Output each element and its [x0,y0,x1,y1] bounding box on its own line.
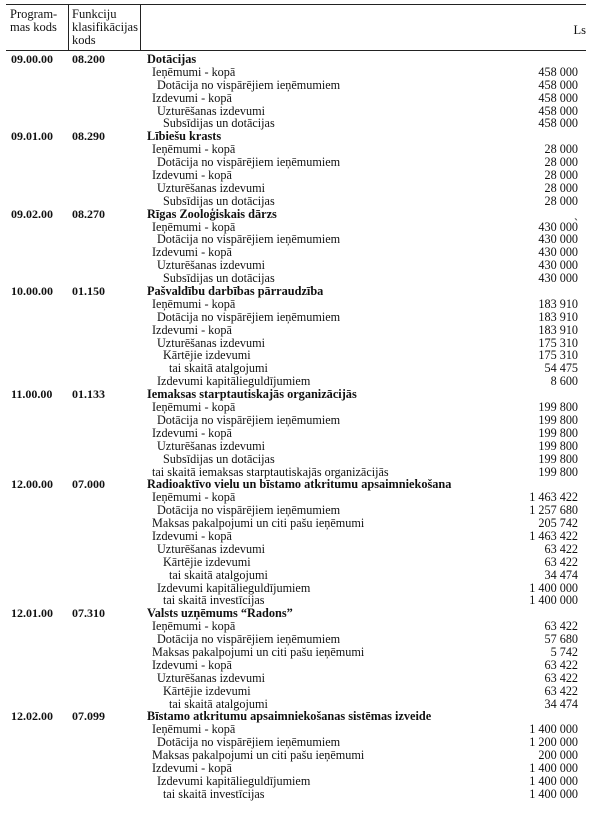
table-row [0,543,600,556]
row-label: Subsīdijas un dotācijas [163,271,275,286]
row-label: Uzturēšanas izdevumi [157,180,265,195]
row-value: 183 910 [538,309,578,324]
row-label: Ieņēmumi - kopā [152,490,236,505]
section-title: Radioaktīvo vielu un bīstamo atkritumu apsaimniekošana [147,477,452,492]
table-row [0,749,600,762]
row-label: Dotācija no vispārējiem ieņēmumiem [157,735,341,750]
row-value: 28 000 [544,180,578,195]
row-value: 63 422 [544,683,578,698]
program-code: 09.01.00 [11,129,53,144]
section-title: Bīstamo atkritumu apsaimniekošanas sistēmas izveide [147,709,432,724]
row-label: Izdevumi - kopā [152,90,232,105]
table-row [0,259,600,272]
row-label: Subsīdijas un dotācijas [163,193,275,208]
row-value: 1 200 000 [529,735,578,750]
table-row [0,440,600,453]
row-value: 63 422 [544,657,578,672]
row-value: 5 742 [550,644,578,659]
row-value: 183 910 [538,322,578,337]
row-value: 199 800 [538,425,578,440]
table-row [0,79,600,92]
row-value: 199 800 [538,451,578,466]
row-label: tai skaitā atalgojumi [169,567,268,582]
table-row [0,92,600,105]
row-label: tai skaitā atalgojumi [169,696,268,711]
table-row [0,169,600,182]
header-bottom-rule [6,50,586,51]
table-row [0,582,600,595]
currency-header: Ls [573,23,586,37]
row-value: 63 422 [544,670,578,685]
row-value: 458 000 [538,90,578,105]
header-column-divider [68,4,69,50]
row-value: 1 400 000 [529,580,578,595]
program-code: 10.00.00 [11,284,53,299]
row-value: 200 000 [538,748,578,763]
row-label: Dotācija no vispārējiem ieņēmumiem [157,503,341,518]
table-row [0,556,600,569]
table-row [0,401,600,414]
section-title: Valsts uzņēmums “Radons” [147,606,293,621]
row-value: 430 000 [538,219,578,234]
row-value: 63 422 [544,541,578,556]
row-label: Subsīdijas un dotācijas [163,451,275,466]
row-label: Dotācija no vispārējiem ieņēmumiem [157,412,341,427]
row-value: 458 000 [538,103,578,118]
table-row [0,298,600,311]
table-row [0,324,600,337]
table-row [0,788,600,801]
row-label: tai skaitā atalgojumi [169,361,268,376]
section-title-row [0,388,600,401]
row-label: Ieņēmumi - kopā [152,400,236,415]
row-label: Dotācija no vispārējiem ieņēmumiem [157,77,341,92]
row-value: 28 000 [544,155,578,170]
table-row [0,517,600,530]
table-row [0,156,600,169]
program-code: 11.00.00 [11,387,53,402]
row-value: 8 600 [550,374,578,389]
table-row [0,646,600,659]
function-code: 07.000 [72,477,105,492]
row-label: Uzturēšanas izdevumi [157,541,265,556]
table-row [0,530,600,543]
row-label: Izdevumi - kopā [152,168,232,183]
row-label: Dotācija no vispārējiem ieņēmumiem [157,309,341,324]
section-title-row [0,710,600,723]
row-label: Uzturēšanas izdevumi [157,258,265,273]
section-title-row [0,285,600,298]
row-value: 28 000 [544,168,578,183]
row-value: 34 474 [544,696,578,711]
row-value: 458 000 [538,116,578,131]
row-value: 430 000 [538,232,578,247]
row-label: Subsīdijas un dotācijas [163,116,275,131]
table-row [0,246,600,259]
function-code: 07.099 [72,709,105,724]
row-label: tai skaitā investīcijas [163,786,265,801]
row-label: tai skaitā iemaksas starptautiskajās organizācijās [152,464,389,479]
row-label: Uzturēšanas izdevumi [157,670,265,685]
row-value: 199 800 [538,412,578,427]
row-value: 1 463 422 [529,528,578,543]
function-code: 08.290 [72,129,105,144]
header-top-rule [6,4,586,5]
row-value: 1 400 000 [529,593,578,608]
row-value: 1 400 000 [529,786,578,801]
table-row [0,427,600,440]
section-title: Rīgas Zooloģiskais dārzs [147,206,277,221]
row-label: Izdevumi - kopā [152,528,232,543]
row-label: Uzturēšanas izdevumi [157,438,265,453]
table-row [0,182,600,195]
row-label: Izdevumi kapitālieguldījumiem [157,374,311,389]
row-label: Izdevumi - kopā [152,425,232,440]
table-row [0,659,600,672]
section-title-row [0,208,600,221]
row-value: 430 000 [538,258,578,273]
row-value: 34 474 [544,567,578,582]
table-row [0,672,600,685]
row-value: 458 000 [538,77,578,92]
row-value: 175 310 [538,348,578,363]
row-label: Ieņēmumi - kopā [152,619,236,634]
function-code: 08.270 [72,206,105,221]
row-label: Ieņēmumi - kopā [152,142,236,157]
row-value: 430 000 [538,271,578,286]
table-row [0,349,600,362]
row-label: Uzturēšanas izdevumi [157,103,265,118]
row-label: Izdevumi - kopā [152,657,232,672]
section-title-row [0,130,600,143]
row-label: Maksas pakalpojumi un citi pašu ieņēmumi [152,516,365,531]
section-title-value: ˏ [573,206,578,221]
function-code: 01.150 [72,284,105,299]
table-row [0,762,600,775]
row-label: tai skaitā investīcijas [163,593,265,608]
row-value: 183 910 [538,296,578,311]
row-value: 1 400 000 [529,773,578,788]
row-label: Ieņēmumi - kopā [152,722,236,737]
row-value: 1 400 000 [529,760,578,775]
section-title: Lībiešu krasts [147,129,222,144]
row-label: Dotācija no vispārējiem ieņēmumiem [157,632,341,647]
table-row [0,685,600,698]
row-label: Dotācija no vispārējiem ieņēmumiem [157,155,341,170]
program-code: 09.02.00 [11,206,53,221]
row-value: 63 422 [544,619,578,634]
table-row [0,337,600,350]
program-code-header: Program- mas kods [10,7,58,34]
program-code: 12.02.00 [11,709,53,724]
program-code: 12.00.00 [11,477,53,492]
row-value: 458 000 [538,64,578,79]
section-title-row [0,478,600,491]
function-code: 07.310 [72,606,105,621]
row-label: Ieņēmumi - kopā [152,64,236,79]
table-row [0,105,600,118]
row-value: 1 463 422 [529,490,578,505]
row-value: 63 422 [544,554,578,569]
section-title-row [0,607,600,620]
row-label: Uzturēšanas izdevumi [157,335,265,350]
row-value: 199 800 [538,438,578,453]
row-label: Maksas pakalpojumi un citi pašu ieņēmumi [152,748,365,763]
program-code: 09.00.00 [11,52,53,66]
table-row [0,195,600,208]
function-code-header: Funkciju klasifikācijas kods [72,7,138,47]
row-label: Maksas pakalpojumi un citi pašu ieņēmumi [152,644,365,659]
row-label: Dotācija no vispārējiem ieņēmumiem [157,232,341,247]
table-row [0,453,600,466]
table-row [0,775,600,788]
row-label: Kārtējie izdevumi [163,348,251,363]
row-value: 1 257 680 [529,503,578,518]
table-row [0,311,600,324]
row-label: Kārtējie izdevumi [163,683,251,698]
budget-table-body [0,53,600,801]
table-row [0,233,600,246]
table-row [0,66,600,79]
program-code: 12.01.00 [11,606,53,621]
row-label: Izdevumi kapitālieguldījumiem [157,580,311,595]
row-label: Kārtējie izdevumi [163,554,251,569]
row-value: 28 000 [544,142,578,157]
row-label: Izdevumi kapitālieguldījumiem [157,773,311,788]
row-label: Ieņēmumi - kopā [152,219,236,234]
section-title: Dotācijas [147,52,197,66]
row-value: 57 680 [544,632,578,647]
row-value: 1 400 000 [529,722,578,737]
row-value: 28 000 [544,193,578,208]
row-value: 54 475 [544,361,578,376]
row-value: 199 800 [538,400,578,415]
row-label: Izdevumi - kopā [152,322,232,337]
row-value: 205 742 [538,516,578,531]
row-value: 199 800 [538,464,578,479]
row-label: Izdevumi - kopā [152,245,232,260]
row-label: Izdevumi - kopā [152,760,232,775]
row-value: 430 000 [538,245,578,260]
section-title: Pašvaldību darbības pārraudzība [147,284,324,299]
row-label: Ieņēmumi - kopā [152,296,236,311]
section-title: Iemaksas starptautiskajās organizācijās [147,387,357,402]
table-row [0,414,600,427]
row-value: 175 310 [538,335,578,350]
function-code: 08.200 [72,52,105,66]
table-row [0,569,600,582]
function-code: 01.133 [72,387,105,402]
section-title-row [0,53,600,66]
